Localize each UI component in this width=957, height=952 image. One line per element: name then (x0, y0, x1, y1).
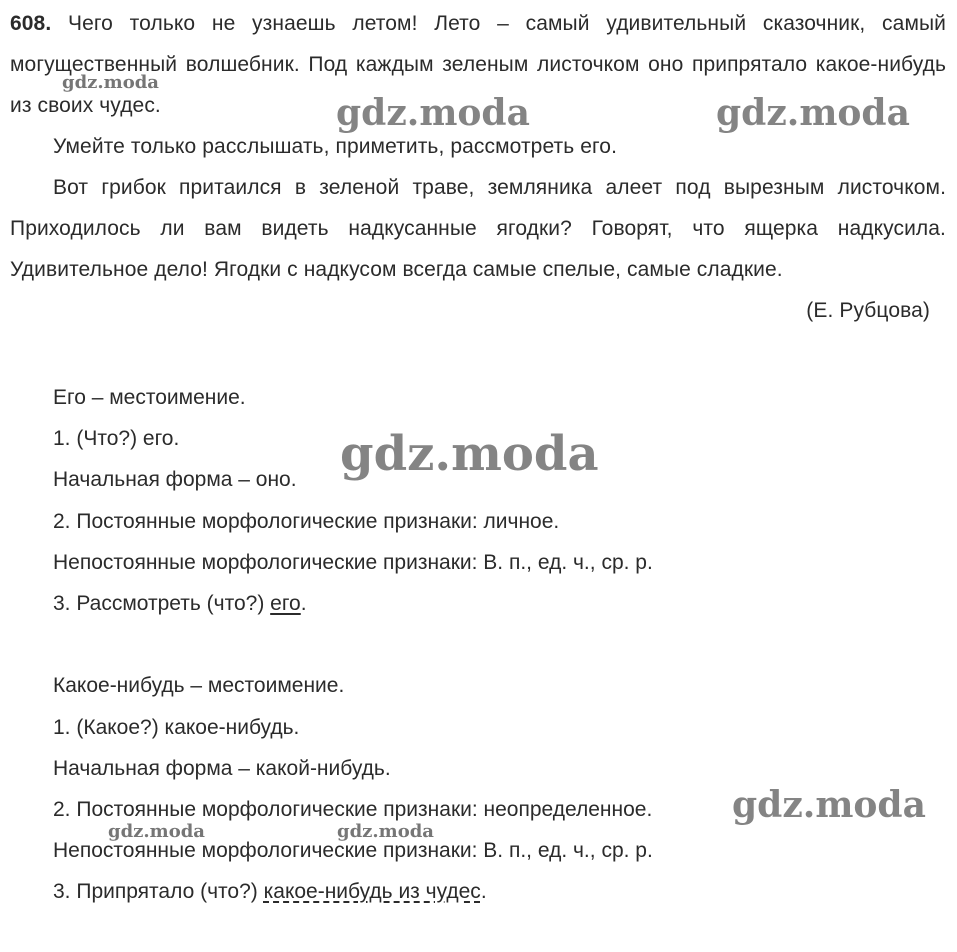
analysis-1-initial-form: Начальная форма – оно. (53, 468, 297, 492)
analysis-2-variable: Непостоянные морфологические признаки: В. п., ед. ч., ср. р. (53, 839, 653, 863)
author-credit: (Е. Рубцова) (806, 299, 930, 322)
task-number: 608. (10, 12, 52, 35)
analysis-2-constant: 2. Постоянные морфологические признаки: неопределенное. (53, 797, 653, 821)
analysis-1-syntax (53, 583, 653, 624)
spacer (53, 624, 653, 665)
analysis-1-line1: 1. (Что?) его. (53, 427, 180, 451)
analysis-2-syntax-word: какое-нибудь из чудес (263, 880, 481, 904)
analysis-1-variable: Непостоянные морфологические признаки: В. п., ед. ч., ср. р. (53, 550, 653, 574)
task-text (10, 3, 946, 331)
analysis-2-line1: 1. (Какое?) какое-нибудь. (53, 715, 300, 739)
task-paragraph-2: Умейте только расслышать, приметить, рассмотреть его. (53, 135, 618, 158)
watermark: gdz.moda (62, 72, 159, 93)
analysis-1-syntax-word: его (270, 591, 301, 615)
watermark: gdz.moda (337, 821, 434, 842)
watermark: gdz.moda (336, 92, 530, 134)
watermark: gdz.moda (340, 426, 599, 482)
task-paragraph-3: Вот грибок притаился в зеленой траве, земляника алеет под вырезным листочком. Приходилось ли вам видеть надкусанные ягодки? Говорят, что ящерка надкусила. Удивительное дело! Ягодки с надкусом всегда самые спелые, самые сладкие. (10, 176, 946, 281)
analysis-1-syntax-suffix: . (300, 591, 307, 615)
analysis-2-title: Какое-нибудь – местоимение. (53, 674, 345, 698)
analysis-2-syntax-suffix: . (480, 880, 487, 904)
analysis-1-title: Его – местоимение. (53, 386, 246, 409)
analysis-2-syntax-prefix: 3. Припрятало (что?) (53, 880, 264, 904)
task-paragraph-1-text: Чего только не узнаешь летом! Лето – самый удивительный сказочник, самый могущественный волшебник. Под каждым зеленым листочком оно припрятало какое-нибудь из своих чудес. (10, 12, 946, 117)
analysis-1-syntax-prefix: 3. Рассмотреть (что?) (53, 591, 271, 615)
analysis-2-syntax (53, 871, 653, 912)
analysis-1-constant: 2. Постоянные морфологические признаки: личное. (53, 509, 560, 533)
analysis-2-initial-form: Начальная форма – какой-нибудь. (53, 756, 391, 780)
watermark: gdz.moda (716, 92, 910, 134)
watermark: gdz.moda (732, 784, 926, 826)
watermark: gdz.moda (108, 821, 205, 842)
